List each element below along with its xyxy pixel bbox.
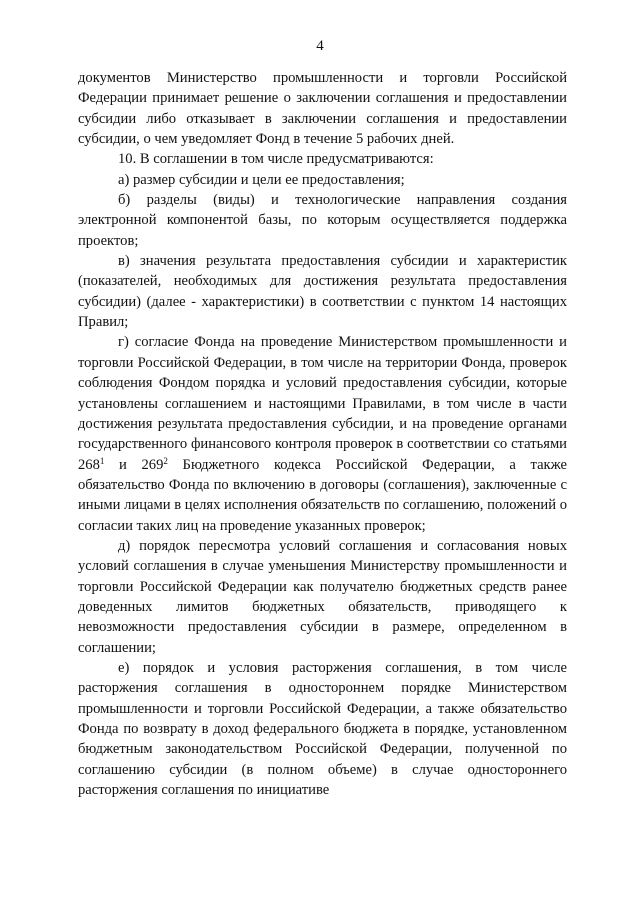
paragraph-subitem-e: е) порядок и условия расторжения соглашения, в том числе расторжения соглашения в одностороннем порядке Министерством промышленности и торговли Российской Федерации, а также обязательство Фонда по возврату в доход федерального бюджета в порядке, установленном бюджетным законодательством Российской Федерации, полученной по соглашению субсидии (в полном объеме) в случае одностороннего расторжения соглашения по инициативе (78, 659, 567, 799)
paragraph-continuation: документов Министерство промышленности и торговли Российской Федерации принимает решение о заключении соглашения и предоставлении субсидии либо отказывает в заключении соглашения и предоставлении субсидии, о чем уведомляет Фонд в течение 5 рабочих дней. (78, 70, 567, 148)
paragraph-item-10: 10. В соглашении в том числе предусматриваются: (118, 151, 434, 168)
page-number: 4 (316, 38, 324, 54)
paragraph-subitem-g-text-2: и 269 (104, 456, 164, 473)
paragraph-subitem-a: а) размер субсидии и цели ее предоставления; (118, 171, 405, 188)
paragraph-subitem-g-text-1: г) согласие Фонда на проведение Министерством промышленности и торговли Российской Федерации, в том числе на территории Фонда, проверок соблюдения Фондом порядка и условий предоставления субсидии, которые установлены соглашением и настоящими Правилами, в том числе в части достижения результата предоставления субсидии, и на проведение органами государственного финансового контроля проверок в соответствии со статьями 268 (78, 334, 567, 473)
paragraph-subitem-g (78, 332, 567, 535)
document-body (78, 68, 567, 800)
paragraph-subitem-g-text-3: Бюджетного кодекса Российской Федерации, а также обязательство Фонда по включению в договоры (соглашения), заключенные с иными лицами в целях исполнения обязательств по соглашению, положений о согласии таких лиц на проведение указанных проверок; (78, 456, 568, 534)
paragraph-subitem-b: б) разделы (виды) и технологические направления создания электронной компонентой базы, по которым осуществляется поддержка проектов; (78, 192, 567, 249)
superscript-2: 2 (163, 455, 168, 466)
paragraph-subitem-v: в) значения результата предоставления субсидии и характеристик (показателей, необходимых для достижения результата предоставления субсидии) (далее - характеристики) в соответствии с пунктом 14 настоящих Правил; (78, 253, 567, 331)
superscript-1: 1 (99, 455, 105, 466)
paragraph-subitem-d: д) порядок пересмотра условий соглашения и согласования новых условий соглашения в случае уменьшения Министерству промышленности и торговли Российской Федерации как получателю бюджетных средств ранее доведенных лимитов бюджетных обязательств, приводящего к невозможности предоставления субсидии в размере, определенном в соглашении; (78, 537, 567, 656)
